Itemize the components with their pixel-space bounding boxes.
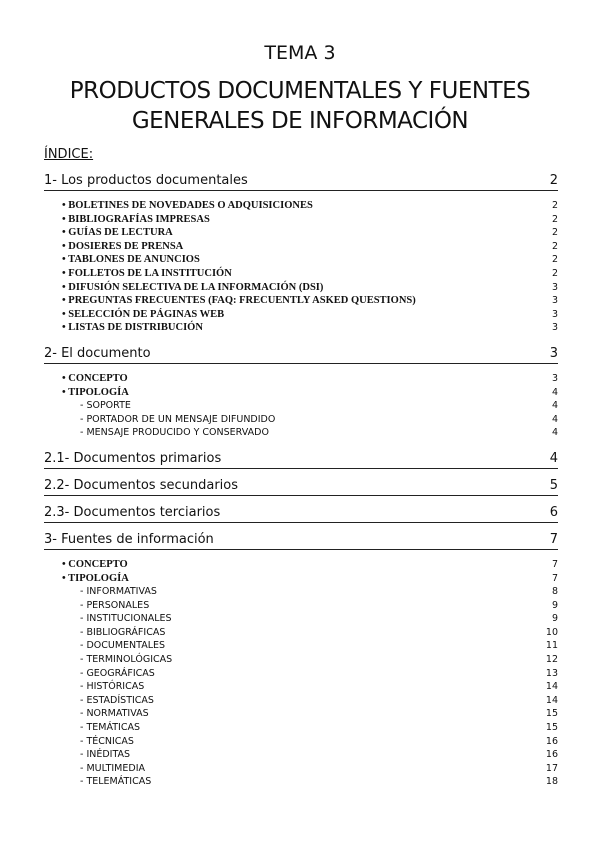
toc-section <box>44 450 558 469</box>
toc-section-label: 2.2- Documentos secundarios <box>44 477 239 493</box>
toc-item-group <box>44 372 558 440</box>
toc-item-group <box>44 199 558 335</box>
toc-item-page: 2 <box>551 267 558 279</box>
toc-item <box>44 199 558 213</box>
toc-item-label: • TIPOLOGÍA <box>62 572 129 584</box>
toc-item-page: 14 <box>545 681 558 693</box>
toc-item-page: 7 <box>551 558 558 570</box>
toc-item-label: - ESTADÍSTICAS <box>80 694 154 706</box>
toc-item <box>44 281 558 295</box>
toc-item-label: - TERMINOLÓGICAS <box>80 654 173 666</box>
toc-item <box>44 612 558 626</box>
toc-item-label: - BIBLIOGRÁFICAS <box>80 626 166 638</box>
toc-item <box>44 399 558 413</box>
toc-item <box>44 372 558 386</box>
toc-item-page: 3 <box>551 372 558 384</box>
toc-item-label: • PREGUNTAS FRECUENTES (FAQ: FRECUENTLY ASKED QUESTIONS) <box>62 295 416 307</box>
toc-item-label: - NORMATIVAS <box>80 708 149 720</box>
toc-item-label: - INÉDITAS <box>80 749 131 761</box>
toc-item-label: • FOLLETOS DE LA INSTITUCIÓN <box>62 267 232 279</box>
toc-item <box>44 735 558 749</box>
toc-item-label: - INFORMATIVAS <box>80 586 157 598</box>
toc-item-page: 15 <box>545 722 558 734</box>
toc-item <box>44 639 558 653</box>
toc-item-label: • DOSIERES DE PRENSA <box>62 240 184 252</box>
toc-item <box>44 694 558 708</box>
toc-item <box>44 426 558 440</box>
toc-item-page: 16 <box>545 735 558 747</box>
toc-item <box>44 253 558 267</box>
toc-section <box>44 345 558 364</box>
toc-item <box>44 680 558 694</box>
toc-item-label: - PERSONALES <box>80 599 150 611</box>
toc-item-page: 4 <box>551 413 558 425</box>
toc-item-page: 2 <box>551 240 558 252</box>
toc-item-label: • LISTAS DE DISTRIBUCIÓN <box>62 322 203 334</box>
toc-item-page: 17 <box>545 762 558 774</box>
toc-item-label: - MENSAJE PRODUCIDO Y CONSERVADO <box>80 427 269 439</box>
toc-item-label: - SOPORTE <box>80 400 131 412</box>
toc-item-page: 9 <box>551 613 558 625</box>
toc-item-label: - HISTÓRICAS <box>80 681 145 693</box>
toc-item-page: 14 <box>545 694 558 706</box>
title-line-2: GENERALES DE INFORMACIÓN <box>131 108 469 134</box>
toc-item-label: - TELEMÁTICAS <box>80 776 152 788</box>
toc-item-page: 11 <box>545 640 558 652</box>
toc-item-label: - TEMÁTICAS <box>80 722 140 734</box>
index-label: ÍNDICE: <box>44 147 94 162</box>
toc-item-page: 9 <box>551 599 558 611</box>
toc-item <box>44 321 558 335</box>
toc-item <box>44 558 558 572</box>
toc-item-page: 8 <box>551 586 558 598</box>
toc-item-page: 4 <box>551 427 558 439</box>
toc-section-page: 2 <box>549 173 558 188</box>
toc-section-label: 1- Los productos documentales <box>44 173 248 188</box>
toc-item-page: 2 <box>551 227 558 239</box>
toc-item-label: - TÉCNICAS <box>80 735 134 747</box>
toc-item-page: 15 <box>545 708 558 720</box>
toc-item <box>44 721 558 735</box>
title-line-1: PRODUCTOS DOCUMENTALES Y FUENTES <box>69 78 531 104</box>
toc-item <box>44 707 558 721</box>
toc-item-page: 12 <box>545 654 558 666</box>
toc-item-page: 18 <box>545 776 558 788</box>
toc-item <box>44 748 558 762</box>
tema-heading: TEMA 3 <box>264 42 336 64</box>
toc-item-label: • BIBLIOGRAFÍAS IMPRESAS <box>62 213 210 225</box>
toc-item-page: 2 <box>551 200 558 211</box>
toc-item <box>44 762 558 776</box>
toc-item-group <box>44 558 558 789</box>
toc-item <box>44 226 558 240</box>
toc-section-page: 6 <box>549 504 558 520</box>
toc-item-page: 10 <box>545 626 558 638</box>
toc-item <box>44 599 558 613</box>
toc-item-label: • SELECCIÓN DE PÁGINAS WEB <box>62 308 225 320</box>
toc-section-page: 3 <box>549 345 558 361</box>
toc-item-label: - GEOGRÁFICAS <box>80 667 155 679</box>
toc-item-page: 3 <box>551 295 558 307</box>
toc-section-page: 5 <box>549 477 558 493</box>
toc-item <box>44 308 558 322</box>
toc-item <box>44 413 558 427</box>
toc-item <box>44 386 558 400</box>
toc-item <box>44 667 558 681</box>
toc-section-page: 4 <box>549 450 558 466</box>
toc-item-page: 2 <box>551 213 558 225</box>
toc-item-page: 4 <box>551 400 558 412</box>
toc-section-page: 7 <box>549 531 558 547</box>
toc-item-page: 16 <box>545 749 558 761</box>
toc-item-page: 7 <box>551 572 558 584</box>
toc-section-label: 2.1- Documentos primarios <box>44 450 222 466</box>
toc-section-label: 2- El documento <box>44 345 151 361</box>
toc-item <box>44 572 558 586</box>
toc-item-page: 3 <box>551 322 558 334</box>
toc-section-label: 2.3- Documentos terciarios <box>44 504 221 520</box>
toc-item-page: 2 <box>551 254 558 266</box>
toc-item <box>44 267 558 281</box>
toc-section <box>44 477 558 496</box>
toc-section <box>44 531 558 550</box>
toc-section <box>44 172 558 191</box>
toc-item <box>44 626 558 640</box>
toc-item-page: 4 <box>551 386 558 398</box>
toc-item <box>44 294 558 308</box>
toc-item <box>44 213 558 227</box>
toc-item <box>44 775 558 789</box>
toc-section <box>44 504 558 523</box>
toc-item-label: - MULTIMEDIA <box>80 762 146 774</box>
table-of-contents <box>44 172 558 799</box>
toc-item-label: - DOCUMENTALES <box>80 640 166 652</box>
toc-item-label: • CONCEPTO <box>62 558 128 570</box>
toc-item-label: • DIFUSIÓN SELECTIVA DE LA INFORMACIÓN (DSI) <box>62 281 324 293</box>
toc-item <box>44 585 558 599</box>
toc-item-label: • TABLONES DE ANUNCIOS <box>62 254 200 266</box>
toc-item-label: - INSTITUCIONALES <box>80 613 172 625</box>
toc-item-label: • GUÍAS DE LECTURA <box>62 227 173 239</box>
toc-item-page: 13 <box>545 667 558 679</box>
toc-item-label: • CONCEPTO <box>62 372 128 384</box>
toc-item-label: • BOLETINES DE NOVEDADES O ADQUISICIONES <box>62 200 313 211</box>
toc-item-page: 3 <box>551 308 558 320</box>
toc-item <box>44 240 558 254</box>
toc-section-label: 3- Fuentes de información <box>44 531 214 547</box>
toc-item <box>44 653 558 667</box>
toc-item-label: • TIPOLOGÍA <box>62 386 129 398</box>
toc-item-page: 3 <box>551 281 558 293</box>
toc-item-label: - PORTADOR DE UN MENSAJE DIFUNDIDO <box>80 413 276 425</box>
